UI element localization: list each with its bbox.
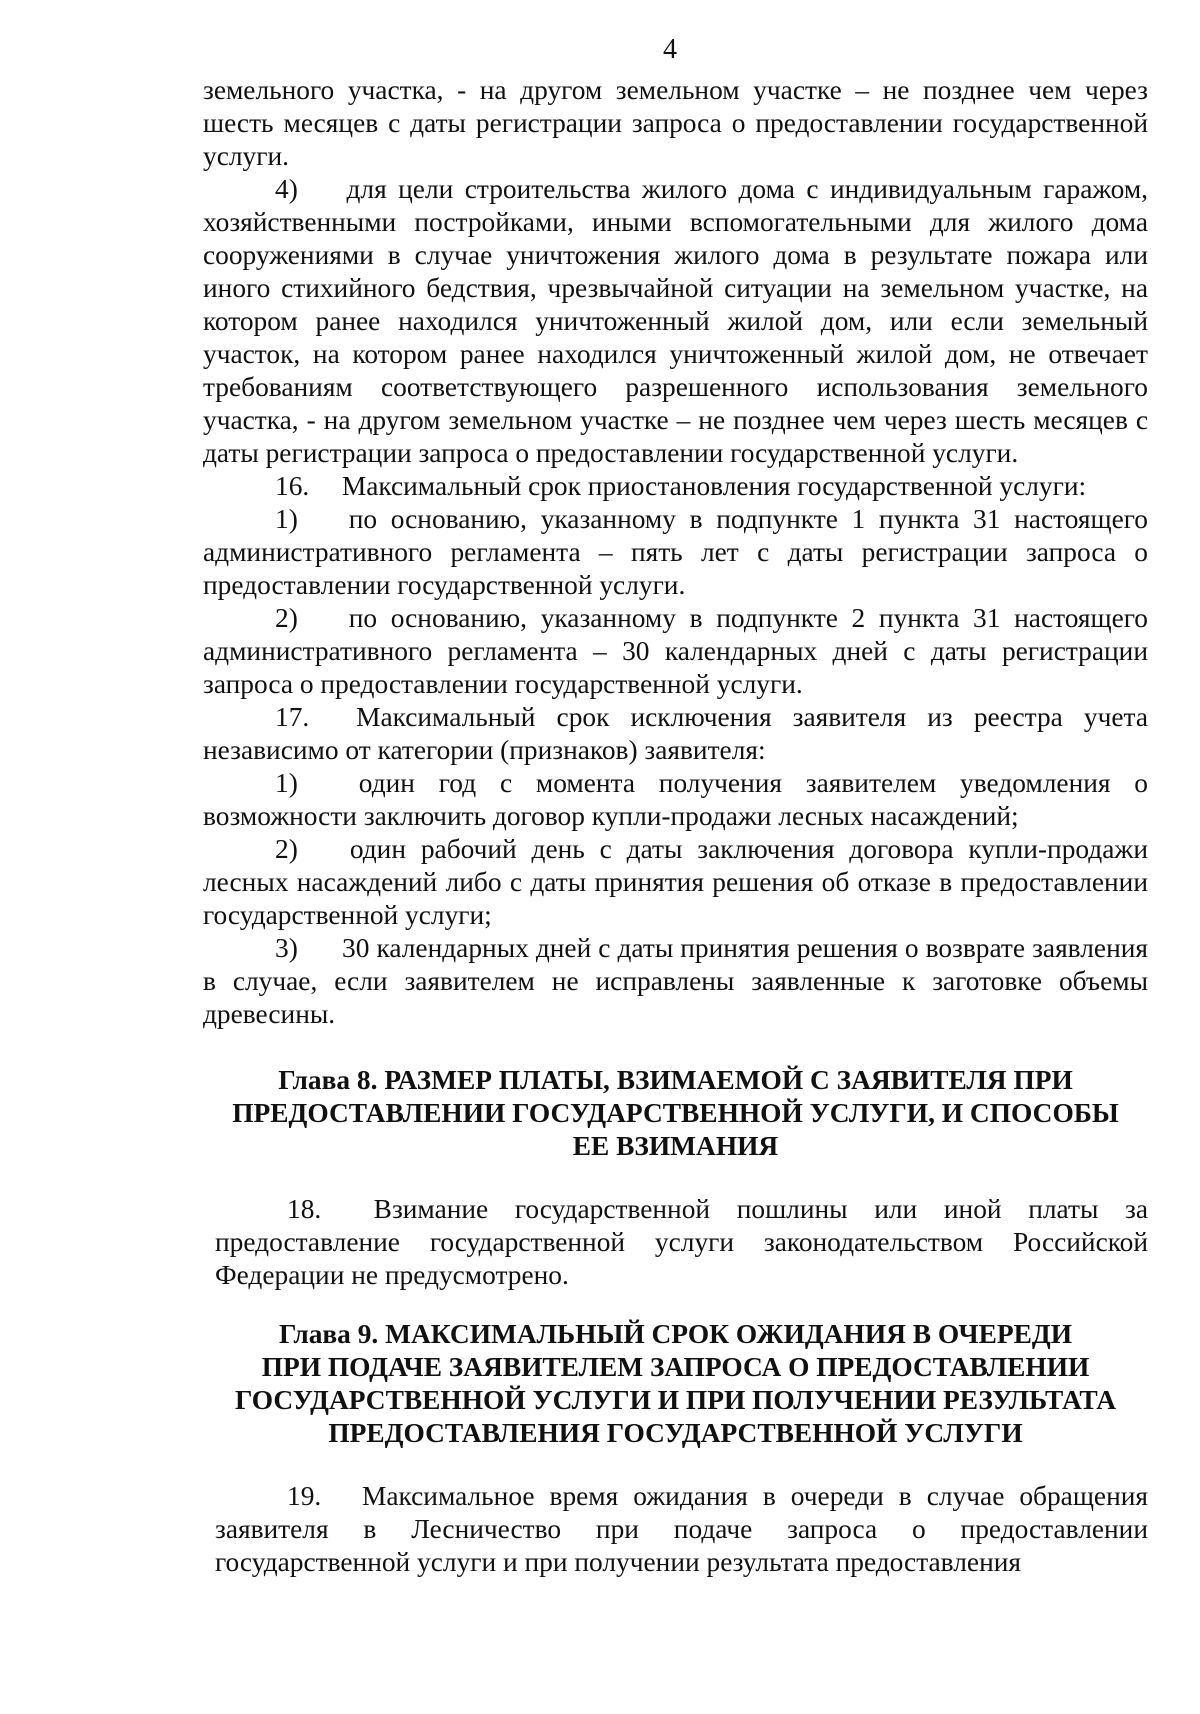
paragraph-16-item-2 <box>203 602 1148 701</box>
body-text <box>203 74 1148 1031</box>
paragraph-17-item-3 <box>203 932 1148 1031</box>
paragraph-text: для цели строительства жилого дома с индивидуальным гаражом, хозяйственными постройками, иными вспомогательными для жилого дома сооружениями в случае уничтожения жилого дома в результате пожара или иного стихийного бедствия, чрезвычайной ситуации на земельном участке, на котором ранее находился уничтоженный жилой дом, или если земельный участок, на котором ранее находился уничтоженный жилой дом, не отвечает требованиям соответствующего разрешенного использования земельного участка, - на другом земельном участке – не позднее чем через шесть месяцев с даты регистрации запроса о предоставлении государственной услуги. <box>203 174 1148 468</box>
item-number: 1) <box>275 768 298 798</box>
heading-line: ПРЕДОСТАВЛЕНИИ ГОСУДАРСТВЕННОЙ УСЛУГИ, И СПОСОБЫ <box>232 1098 1119 1128</box>
paragraph-text: 30 календарных дней с даты принятия решения о возврате заявления в случае, если заявителем не исправлены заявленные к заготовке объемы древесины. <box>203 933 1148 1029</box>
paragraph-17 <box>203 701 1148 767</box>
page-number: 4 <box>663 34 677 65</box>
paragraph-text: по основанию, указанному в подпункте 2 пункта 31 настоящего административного регламента – 30 календарных дней с даты регистрации запроса о предоставлении государственной услуги. <box>203 603 1148 699</box>
paragraph-item-4 <box>203 173 1148 470</box>
item-number: 17. <box>275 702 310 732</box>
heading-line: Глава 8. РАЗМЕР ПЛАТЫ, ВЗИМАЕМОЙ С ЗАЯВИТЕЛЯ ПРИ <box>278 1065 1073 1095</box>
heading-line: ПРИ ПОДАЧЕ ЗАЯВИТЕЛЕМ ЗАПРОСА О ПРЕДОСТАВЛЕНИИ <box>261 1352 1090 1382</box>
heading-line: ГОСУДАРСТВЕННОЙ УСЛУГИ И ПРИ ПОЛУЧЕНИИ РЕЗУЛЬТАТА <box>234 1385 1117 1415</box>
chapter-8-heading <box>203 1064 1148 1163</box>
item-number: 16. <box>275 471 310 501</box>
item-number: 19. <box>287 1481 322 1511</box>
paragraph-text: по основанию, указанному в подпункте 1 пункта 31 настоящего административного регламента – пять лет с даты регистрации запроса о предоставлении государственной услуги. <box>203 504 1148 600</box>
item-number: 2) <box>275 834 298 864</box>
paragraph-text: Максимальное время ожидания в очереди в случае обращения заявителя в Лесничество при подаче запроса о предоставлении государственной услуги и при получении результата предоставления <box>215 1481 1148 1577</box>
paragraph-text: земельного участка, - на другом земельном участке – не позднее чем через шесть месяцев с даты регистрации запроса о предоставлении государственной услуги. <box>203 75 1148 171</box>
item-number: 18. <box>287 1194 322 1224</box>
heading-line: Глава 9. МАКСИМАЛЬНЫЙ СРОК ОЖИДАНИЯ В ОЧЕРЕДИ <box>278 1319 1073 1349</box>
paragraph-17-item-2 <box>203 833 1148 932</box>
item-number: 4) <box>275 174 298 204</box>
paragraph-continuation <box>203 74 1148 173</box>
paragraph-text: один год с момента получения заявителем уведомления о возможности заключить договор купли-продажи лесных насаждений; <box>203 768 1148 831</box>
chapter-9-heading <box>203 1318 1148 1450</box>
heading-line: ЕЕ ВЗИМАНИЯ <box>572 1131 779 1161</box>
paragraph-text: Максимальный срок исключения заявителя из реестра учета независимо от категории (признаков) заявителя: <box>203 702 1148 765</box>
paragraph-16 <box>203 470 1148 503</box>
heading-line: ПРЕДОСТАВЛЕНИЯ ГОСУДАРСТВЕННОЙ УСЛУГИ <box>328 1418 1023 1448</box>
paragraph-16-item-1 <box>203 503 1148 602</box>
paragraph-text: Максимальный срок приостановления государственной услуги: <box>341 471 1087 501</box>
paragraph-17-item-1 <box>203 767 1148 833</box>
item-number: 2) <box>275 603 298 633</box>
item-number: 1) <box>275 504 298 534</box>
paragraph-18 <box>215 1193 1148 1292</box>
paragraph-19 <box>215 1480 1148 1579</box>
paragraph-text: Взимание государственной пошлины или иной платы за предоставление государственной услуги законодательством Российской Федерации не предусмотрено. <box>215 1194 1148 1290</box>
paragraph-text: один рабочий день с даты заключения договора купли-продажи лесных насаждений либо с даты принятия решения об отказе в предоставлении государственной услуги; <box>203 834 1148 930</box>
item-number: 3) <box>275 933 298 963</box>
